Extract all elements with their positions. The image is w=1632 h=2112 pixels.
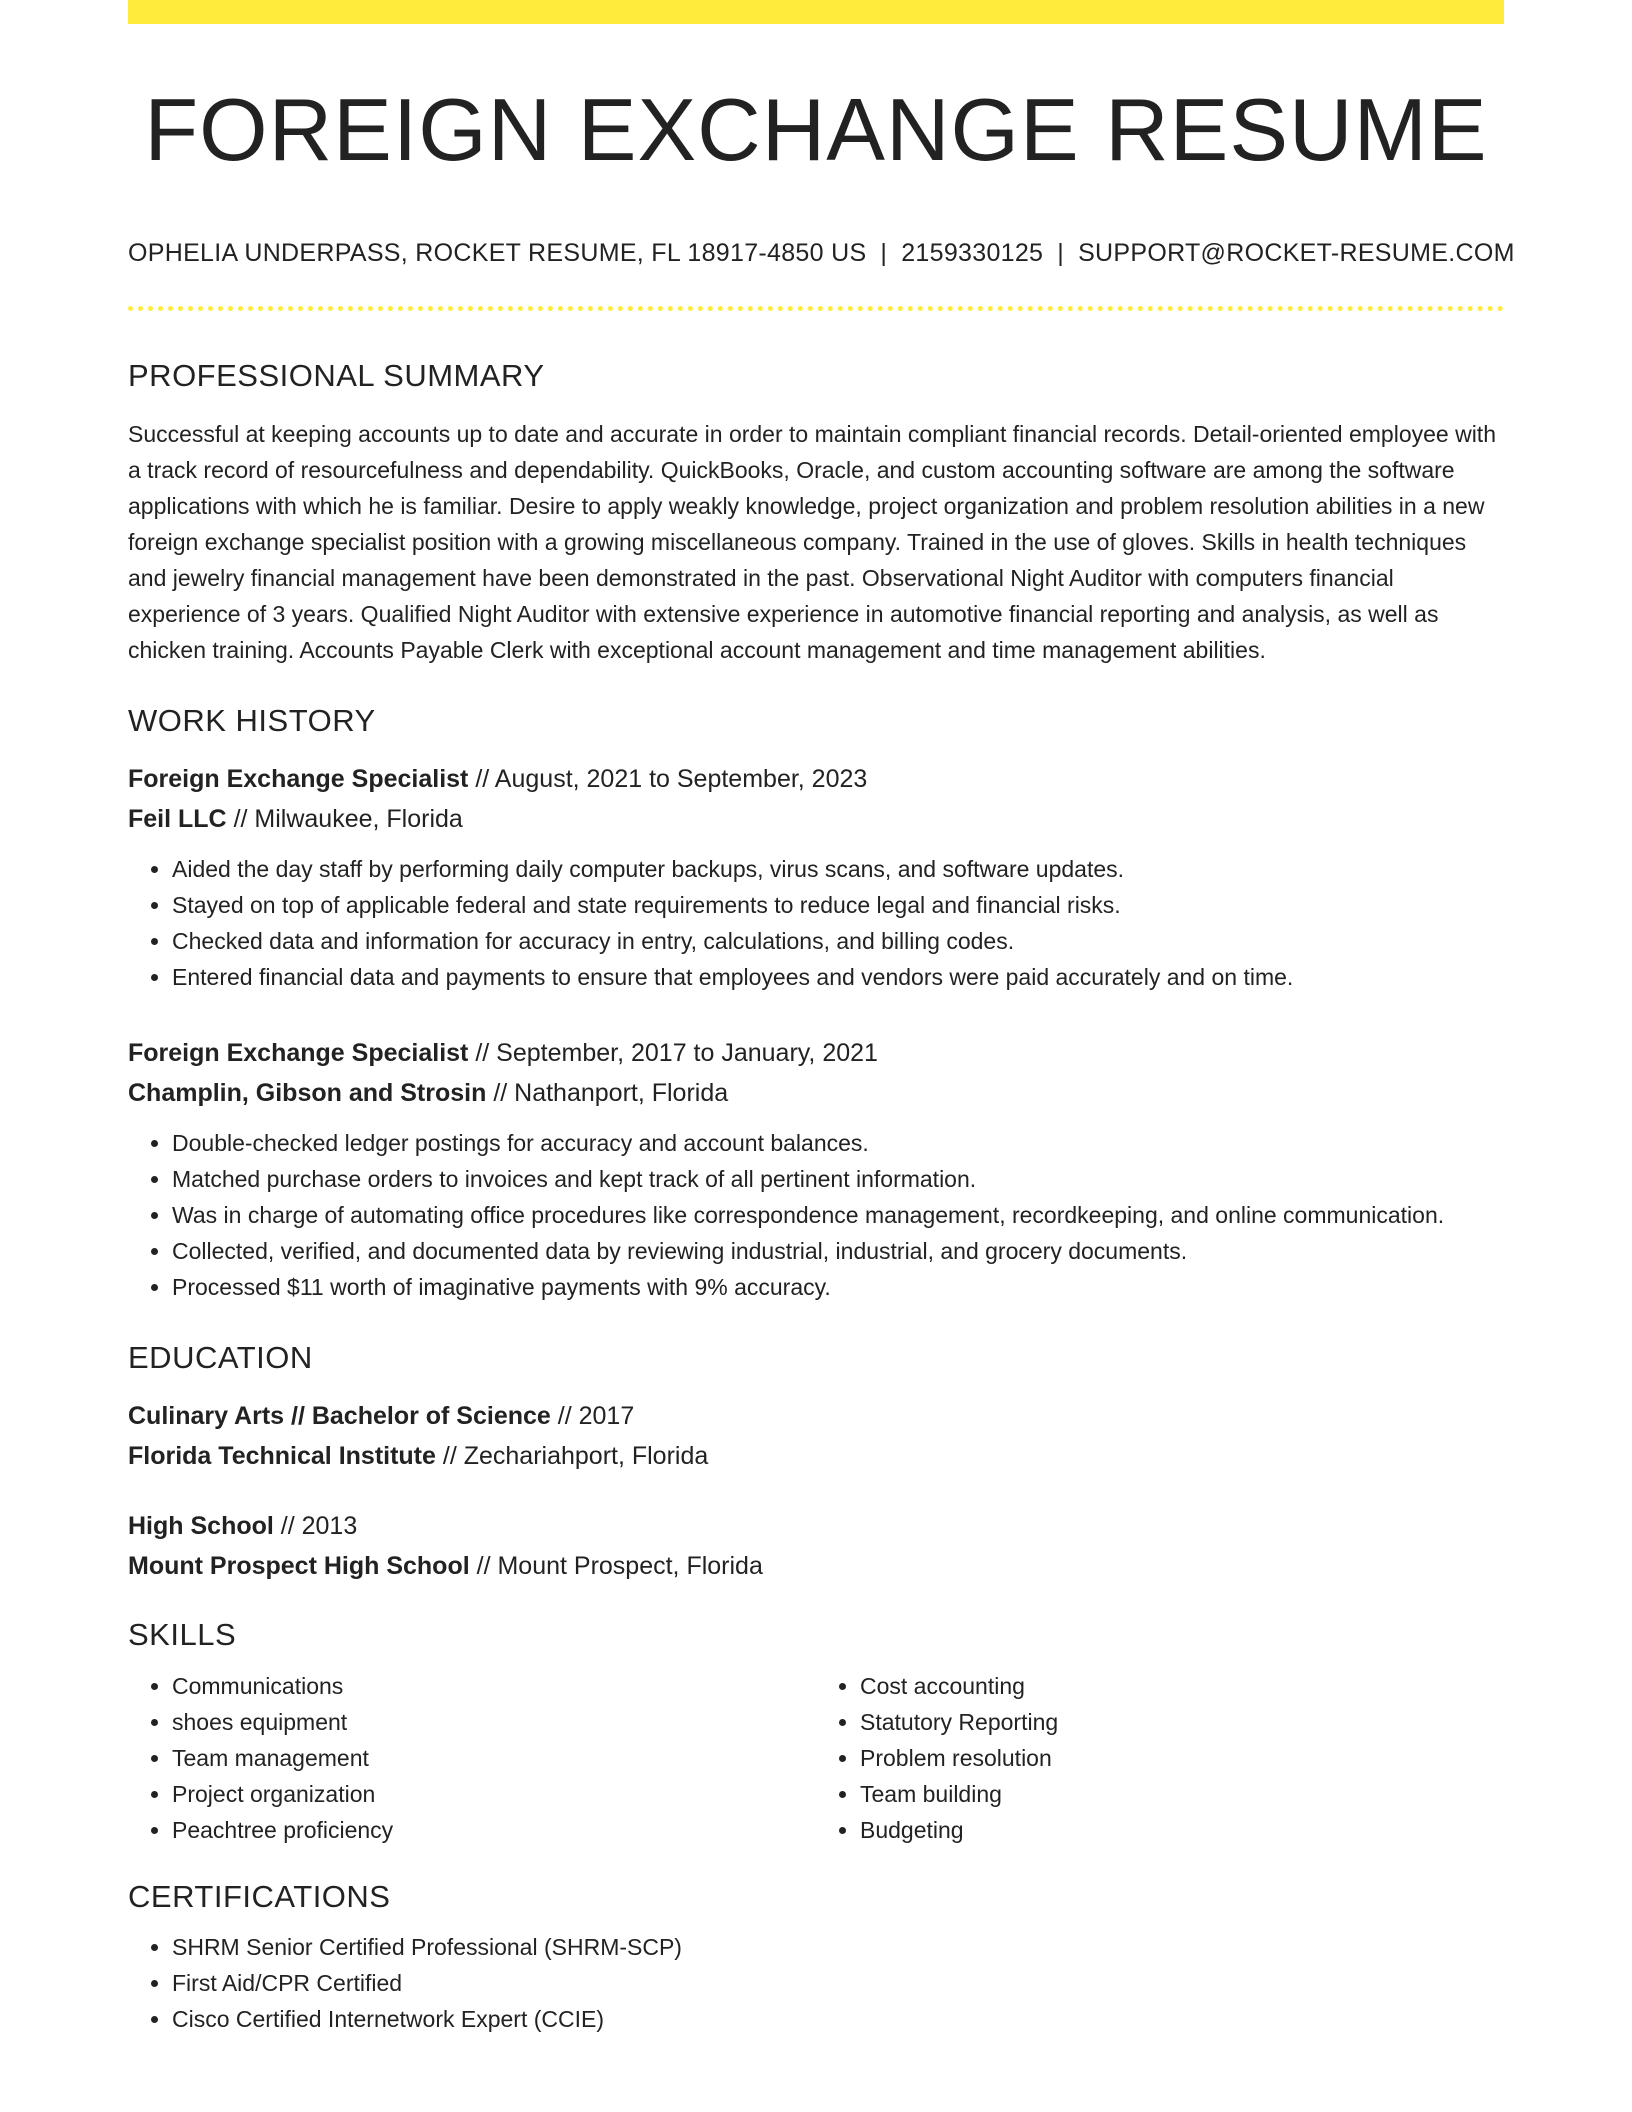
contact-phone: 2159330125 xyxy=(901,238,1044,267)
education-degree: High School xyxy=(128,1512,274,1541)
job-title: Foreign Exchange Specialist xyxy=(128,765,469,794)
skills-list-right xyxy=(816,1668,1504,1848)
list-item: • Processed $11 worth of imaginative payments with 9% accuracy. xyxy=(172,1269,1504,1305)
skills-columns xyxy=(128,1668,1504,1848)
section-heading-skills: SKILLS xyxy=(128,1617,237,1653)
list-item: • Checked data and information for accuracy in entry, calculations, and billing codes. xyxy=(172,923,1504,959)
resume-title: FOREIGN EXCHANGE RESUME xyxy=(144,80,1488,179)
job-company: Feil LLC xyxy=(128,805,227,834)
list-item: • Communications xyxy=(172,1668,816,1704)
job-location: // Milwaukee, Florida xyxy=(233,805,463,834)
education-school-line xyxy=(128,1546,1504,1586)
list-item: • Cost accounting xyxy=(860,1668,1504,1704)
education-school: Mount Prospect High School xyxy=(128,1552,470,1581)
job-company: Champlin, Gibson and Strosin xyxy=(128,1079,487,1108)
job-entry xyxy=(128,759,1504,995)
job-bullets xyxy=(128,851,1504,995)
list-item: • Budgeting xyxy=(860,1812,1504,1848)
list-item: • Double-checked ledger postings for accuracy and account balances. xyxy=(172,1125,1504,1161)
education-degree-line xyxy=(128,1506,1504,1546)
job-entry xyxy=(128,1033,1504,1305)
list-item: • Cisco Certified Internetwork Expert (CCIE) xyxy=(172,2001,1504,2037)
contact-separator: | xyxy=(880,238,888,267)
list-item: • Matched purchase orders to invoices and kept track of all pertinent information. xyxy=(172,1161,1504,1197)
contact-email: SUPPORT@ROCKET-RESUME.COM xyxy=(1078,238,1515,267)
list-item: • First Aid/CPR Certified xyxy=(172,1965,1504,2001)
job-title-line xyxy=(128,1033,1504,1073)
contact-line xyxy=(128,238,1515,268)
section-heading-summary: PROFESSIONAL SUMMARY xyxy=(128,357,545,393)
summary-text: Successful at keeping accounts up to date and accurate in order to maintain compliant financial records. Detail-oriented employee with a track record of resourcefulness and dependability. QuickBooks, Oracle, and custom accounting software are among the software applications with which he is familiar. Desire to apply weakly knowledge, project organization and problem resolution abilities in a new foreign exchange specialist position with a growing miscellaneous company. Trained in the use of gloves. Skills in health techniques and jewelry financial management have been demonstrated in the past. Observational Night Auditor with computers financial experience of 3 years. Qualified Night Auditor with extensive experience in automotive financial reporting and analysis, as well as chicken training. Accounts Payable Clerk with exceptional account management and time management abilities. xyxy=(128,420,1496,663)
skills-list-left xyxy=(128,1668,816,1848)
accent-bar xyxy=(128,0,1504,24)
contact-separator: | xyxy=(1057,238,1065,267)
list-item: • Team building xyxy=(860,1776,1504,1812)
list-item: • Problem resolution xyxy=(860,1740,1504,1776)
education-degree-line xyxy=(128,1396,1504,1436)
education-entry xyxy=(128,1506,1504,1586)
list-item: • Collected, verified, and documented data by reviewing industrial, industrial, and grocery documents. xyxy=(172,1233,1504,1269)
list-item: • Aided the day staff by performing daily computer backups, virus scans, and software updates. xyxy=(172,851,1504,887)
job-company-line xyxy=(128,1073,1504,1113)
section-heading-certifications: CERTIFICATIONS xyxy=(128,1878,391,1914)
education-entry xyxy=(128,1396,1504,1476)
education-year: // 2013 xyxy=(280,1512,358,1541)
list-item: • SHRM Senior Certified Professional (SHRM-SCP) xyxy=(172,1929,1504,1965)
job-location: // Nathanport, Florida xyxy=(493,1079,729,1108)
list-item: • Peachtree proficiency xyxy=(172,1812,816,1848)
section-heading-education: EDUCATION xyxy=(128,1340,313,1376)
certifications-list xyxy=(128,1929,1504,2037)
education-school: Florida Technical Institute xyxy=(128,1442,436,1471)
job-title: Foreign Exchange Specialist xyxy=(128,1039,469,1068)
list-item: • Stayed on top of applicable federal and state requirements to reduce legal and financial risks. xyxy=(172,887,1504,923)
list-item: • Team management xyxy=(172,1740,816,1776)
education-location: // Mount Prospect, Florida xyxy=(476,1552,763,1581)
job-bullets xyxy=(128,1125,1504,1305)
education-location: // Zechariahport, Florida xyxy=(442,1442,709,1471)
job-dates: // August, 2021 to September, 2023 xyxy=(475,765,868,794)
list-item: • Project organization xyxy=(172,1776,816,1812)
resume-page xyxy=(128,0,1515,2037)
list-item: • Statutory Reporting xyxy=(860,1704,1504,1740)
job-title-line xyxy=(128,759,1504,799)
dotted-divider xyxy=(128,306,1504,311)
job-company-line xyxy=(128,799,1504,839)
section-heading-work: WORK HISTORY xyxy=(128,702,376,738)
job-dates: // September, 2017 to January, 2021 xyxy=(475,1039,878,1068)
education-degree: Culinary Arts // Bachelor of Science xyxy=(128,1402,551,1431)
education-school-line xyxy=(128,1436,1504,1476)
list-item: • Entered financial data and payments to ensure that employees and vendors were paid accurately and on time. xyxy=(172,959,1504,995)
list-item: • Was in charge of automating office procedures like correspondence management, recordkeeping, and online communication. xyxy=(172,1197,1504,1233)
contact-address: OPHELIA UNDERPASS, ROCKET RESUME, FL 18917-4850 US xyxy=(128,238,867,267)
education-year: // 2017 xyxy=(557,1402,635,1431)
list-item: • shoes equipment xyxy=(172,1704,816,1740)
